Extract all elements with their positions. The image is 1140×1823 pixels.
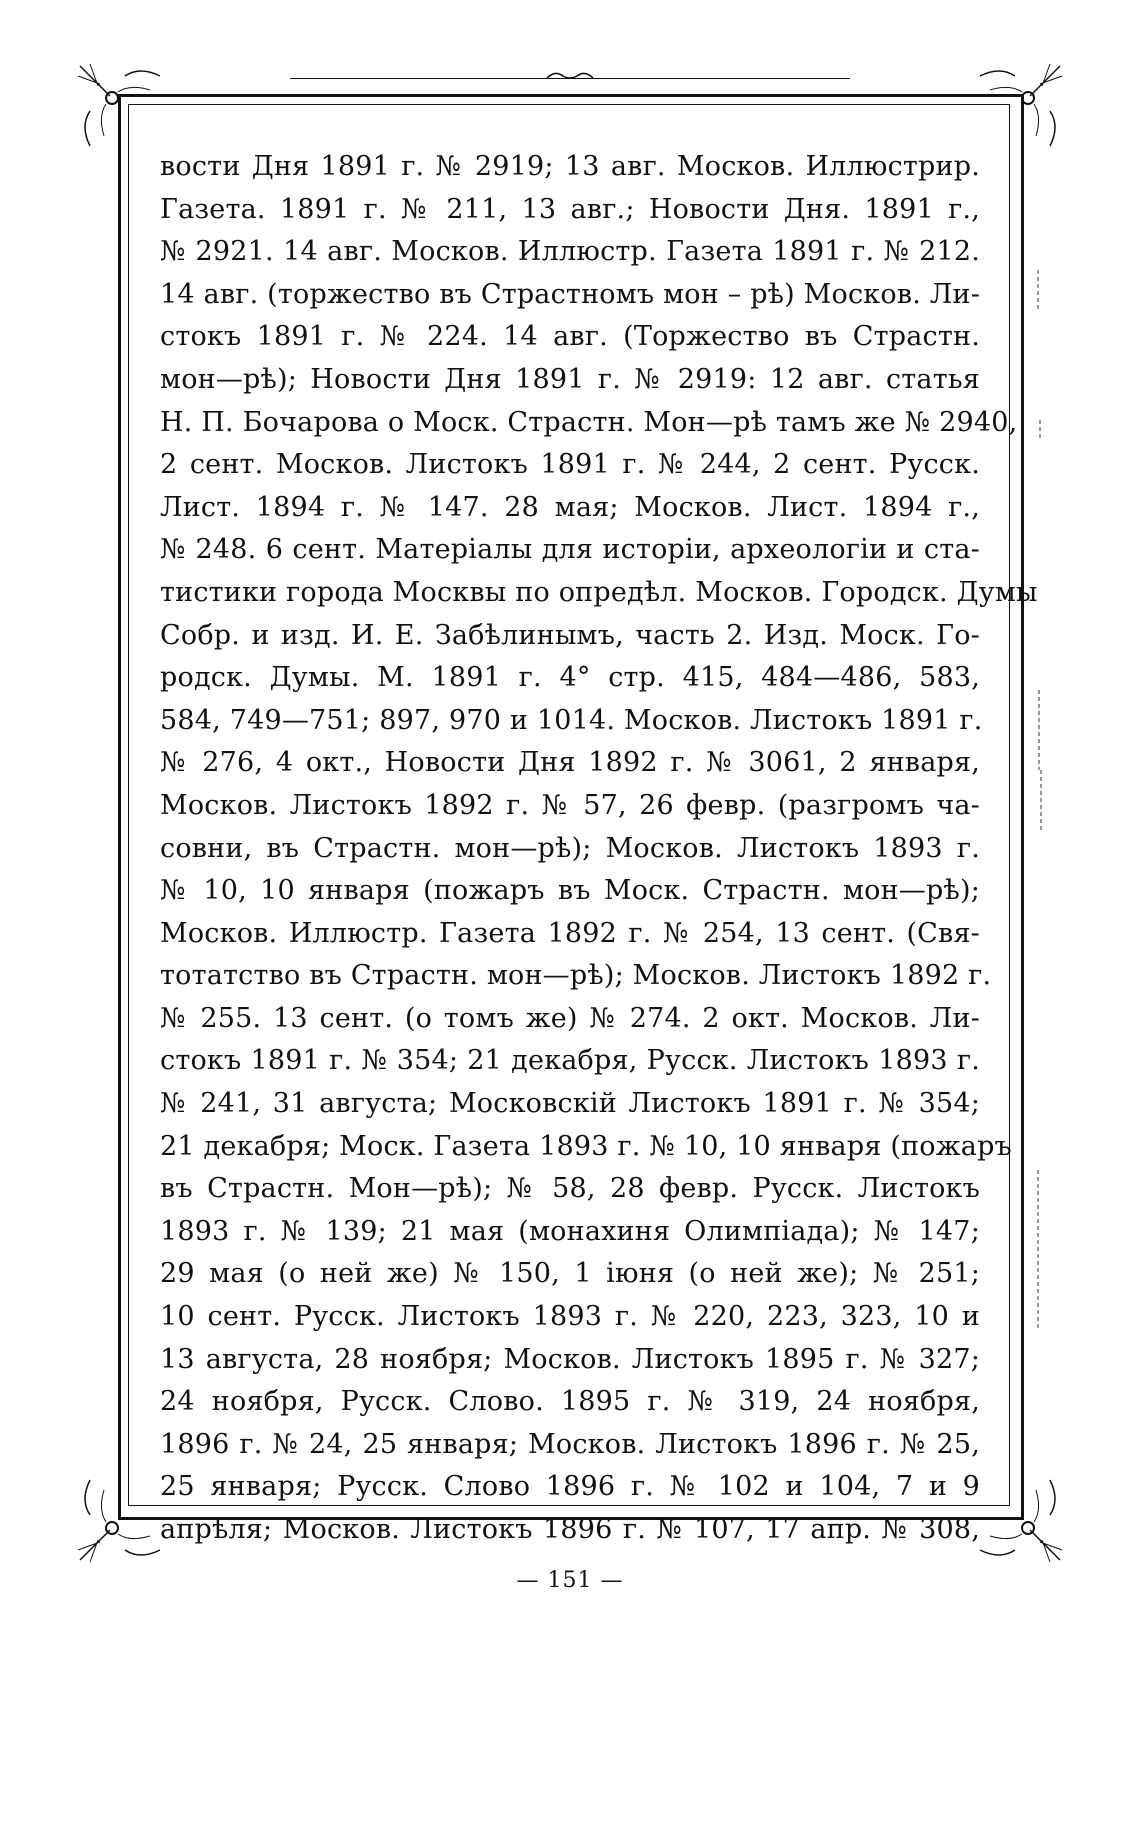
text-line: апрѣля; Москов. Листокъ 1896 г. № 107, 17 апр. № 308, — [160, 1514, 980, 1545]
text-line: Москов. Иллюстр. Газета 1892 г. № 254, 13 сент. (Свя- — [160, 917, 980, 949]
text-line: вости Дня 1891 г. № 2919; 13 авг. Москов. Иллюстрир. — [160, 151, 980, 182]
text-line: 10 сент. Русск. Листокъ 1893 г. № 220, 223, 323, 10 и — [160, 1301, 980, 1333]
text-line: 24 ноября, Русск. Слово. 1895 г. № 319, 24 ноября, — [160, 1386, 980, 1418]
text-line: тотатство въ Страстн. мон—рѣ); Москов. Листокъ 1892 г. — [160, 960, 992, 992]
text-line: 1896 г. № 24, 25 января; Москов. Листокъ 1896 г. № 25, — [160, 1428, 980, 1460]
text-line: № 10, 10 января (пожаръ въ Моск. Страстн. мон—рѣ); — [160, 875, 980, 907]
text-line: 14 авг. (торжество въ Страстномъ мон – рѣ) Москов. Ли- — [160, 278, 981, 310]
margin-marks — [1036, 270, 1046, 1390]
text-line: 584, 749—751; 897, 970 и 1014. Москов. Листокъ 1891 г. — [160, 704, 983, 736]
text-line: стокъ 1891 г. № 354; 21 декабря, Русск. Листокъ 1893 г. — [160, 1045, 980, 1077]
text-line: 13 августа, 28 ноября; Москов. Листокъ 1895 г. № 327; — [160, 1343, 980, 1375]
text-line: стокъ 1891 г. № 224. 14 авг. (Торжество въ Страстн. — [160, 321, 980, 353]
page-body-text — [160, 146, 1038, 1552]
text-line: Газета. 1891 г. № 211, 13 авг.; Новости Дня. 1891 г., — [160, 193, 980, 225]
text-line: тистики города Москвы по опредѣл. Москов. Городск. Думы — [160, 576, 1038, 608]
text-line: мон—рѣ); Новости Дня 1891 г. № 2919: 12 авг. статья — [160, 363, 980, 395]
text-line: Москов. Листокъ 1892 г. № 57, 26 февр. (разгромъ ча- — [160, 789, 980, 821]
text-line: № 2921. 14 авг. Москов. Иллюстр. Газета 1891 г. № 212. — [160, 236, 980, 268]
top-ornament-center — [545, 70, 595, 80]
text-line: 1893 г. № 139; 21 мая (монахиня Олимпіада); № 147; — [160, 1215, 980, 1247]
text-line: 25 января; Русск. Слово 1896 г. № 102 и 104, 7 и 9 — [160, 1471, 980, 1503]
text-line: 21 декабря; Моск. Газета 1893 г. № 10, 10 января (пожаръ — [160, 1130, 1012, 1162]
text-line: № 248. 6 сент. Матеріалы для исторіи, археологіи и ста- — [160, 534, 980, 566]
text-line: совни, въ Страстн. мон—рѣ); Москов. Листокъ 1893 г. — [160, 832, 980, 864]
text-line: въ Страстн. Мон—рѣ); № 58, 28 февр. Русск. Листокъ — [160, 1173, 980, 1205]
text-line: Лист. 1894 г. № 147. 28 мая; Москов. Лист. 1894 г., — [160, 491, 980, 523]
text-line: № 276, 4 окт., Новости Дня 1892 г. № 3061, 2 января, — [160, 747, 980, 779]
page-number: — 151 — — [516, 1568, 624, 1593]
text-line: 29 мая (о ней же) № 150, 1 іюня (о ней же); № 251; — [160, 1258, 980, 1290]
text-line: родск. Думы. М. 1891 г. 4° стр. 415, 484—486, 583, — [160, 662, 980, 694]
text-line: 2 сент. Москов. Листокъ 1891 г. № 244, 2 сент. Русск. — [160, 449, 980, 481]
text-line: Н. П. Бочарова о Моск. Страстн. Мон—рѣ тамъ же № 2940, — [160, 406, 1018, 438]
text-line: Собр. и изд. И. Е. Забѣлинымъ, часть 2. Изд. Моск. Го- — [160, 619, 980, 651]
text-line: № 241, 31 августа; Московскій Листокъ 1891 г. № 354; — [160, 1088, 980, 1120]
text-line: № 255. 13 сент. (о томъ же) № 274. 2 окт. Москов. Ли- — [160, 1002, 980, 1034]
